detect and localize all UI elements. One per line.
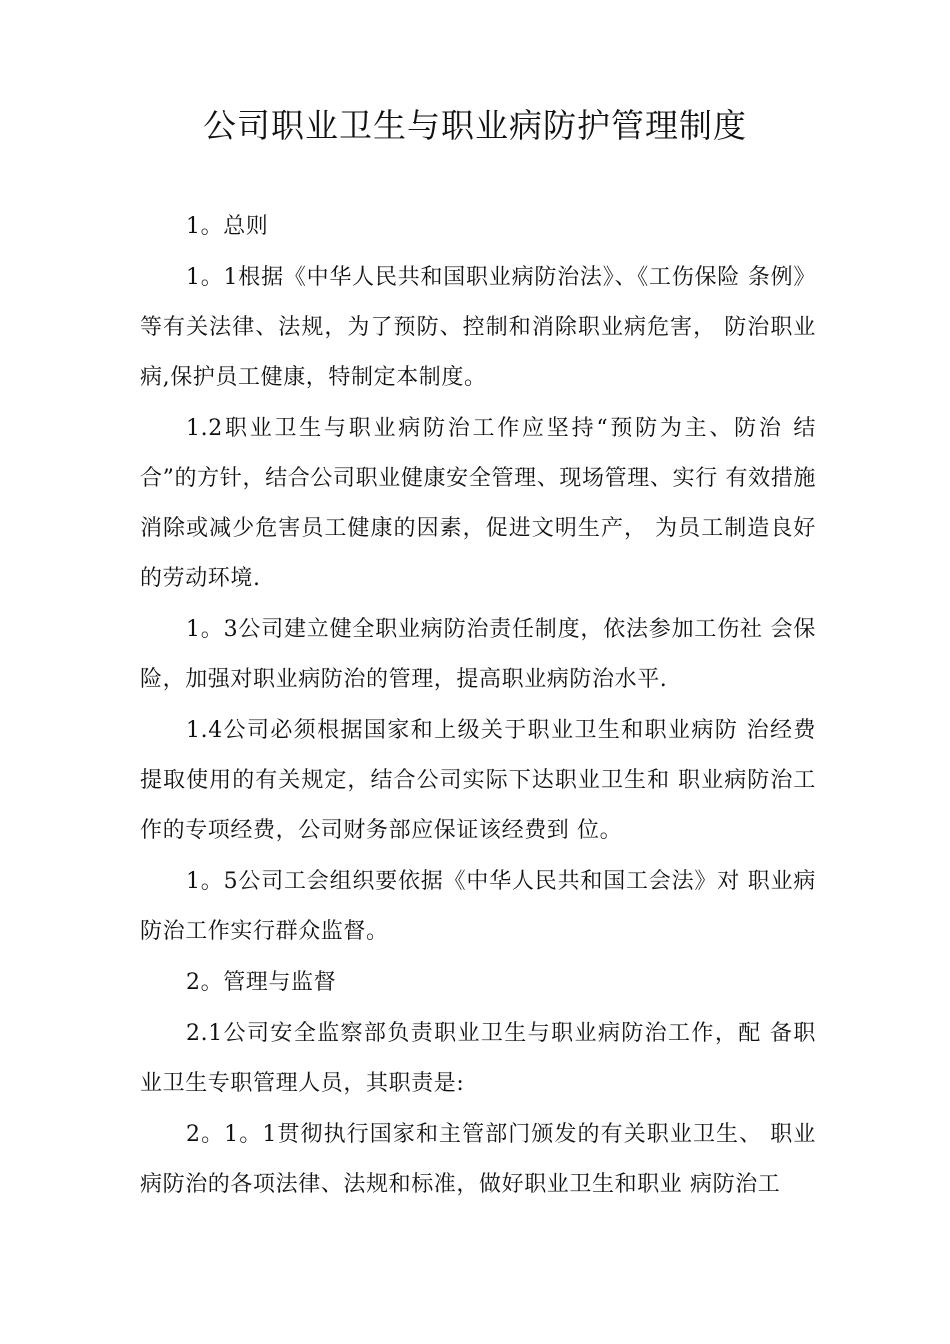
document-title: 公司职业卫生与职业病防护管理制度: [203, 106, 747, 145]
paragraph-1-4: 1.4公司必须根据国家和上级关于职业卫生和职业病防 治经费提取使用的有关规定，结合公司实际下达职业卫生和 职业病防治工作的专项经费，公司财务部应保证该经费到 位。: [140, 718, 816, 843]
paragraph-2-1-1: 2。1。1贯彻执行国家和主管部门颁发的有关职业卫生、 职业病防治的各项法律、法规和标准，做好职业卫生和职业 病防治工: [140, 1122, 816, 1197]
paragraph-2-heading: 2。管理与监督: [186, 970, 337, 995]
paragraph-1-heading: 1。总则: [186, 214, 269, 239]
paragraph-2-1: 2.1公司安全监察部负责职业卫生与职业病防治工作，配 备职业卫生专职管理人员，其职责是:: [140, 1021, 816, 1096]
paragraph-1-5: 1。5公司工会组织要依据《中华人民共和国工会法》对 职业病防治工作实行群众监督。: [140, 869, 816, 944]
paragraph-1-2: 1.2职业卫生与职业病防治工作应坚持“预防为主、防治 结合”的方针，结合公司职业健康安全管理、现场管理、实行 有效措施消除或减少危害员工健康的因素，促进文明生产， 为员工制造良好的劳动环境.: [140, 416, 816, 591]
paragraph-1-3: 1。3公司建立健全职业病防治责任制度，依法参加工伤社 会保险，加强对职业病防治的管理，提高职业病防治水平.: [140, 617, 816, 692]
document-body: [140, 202, 816, 1211]
paragraph-1-1: 1。1根据《中华人民共和国职业病防治法》、《工伤保险 条例》等有关法律、法规，为了预防、控制和消除职业病危害， 防治职业病,保护员工健康，特制定本制度。: [140, 265, 816, 390]
